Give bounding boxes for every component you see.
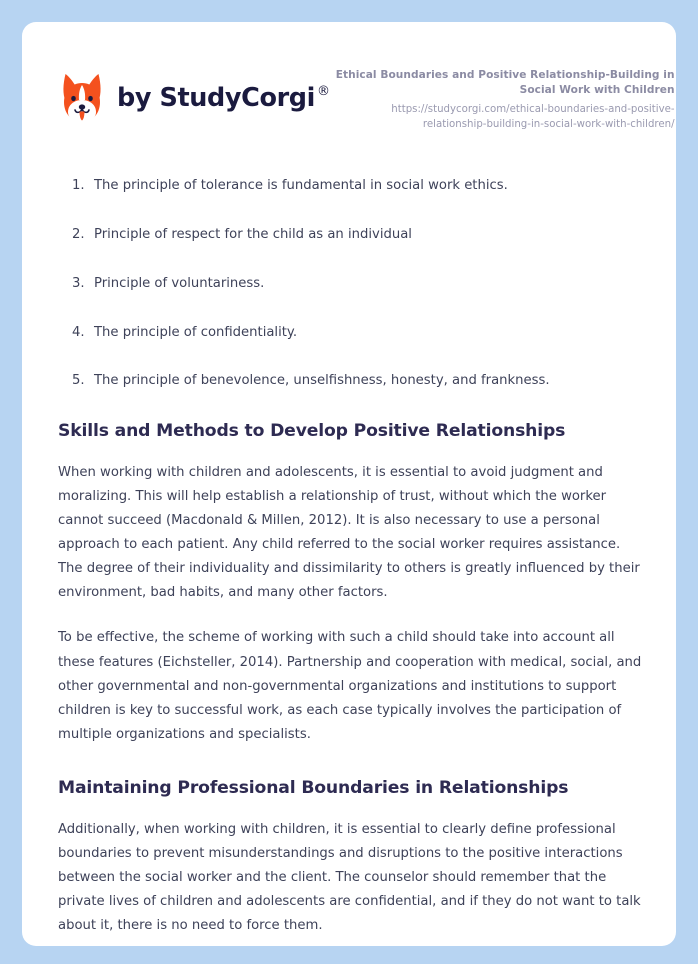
section-heading-maintaining-boundaries: Maintaining Professional Boundaries in Relationships — [58, 777, 569, 798]
document-title: Ethical Boundaries and Positive Relationship-Building in Social Work with Children — [335, 69, 675, 96]
body-paragraph: To be effective, the scheme of working with such a child should take into account all these features (Eichsteller, 2014). Partnership and cooperation with medical, social, and other governmental and non-governmental organizations and institutions to support children is key to successful work, as each case typically involves the participation of multiple organizations and specialists. — [58, 630, 642, 742]
list-item: The principle of confidentiality. — [94, 324, 298, 340]
section-heading-skills-and-methods: Skills and Methods to Develop Positive Relationships — [58, 421, 566, 442]
brand-logo — [58, 64, 330, 124]
brand-name-text: by StudyCorgi — [117, 83, 315, 113]
document-meta — [330, 64, 675, 132]
list-item: Principle of voluntariness. — [94, 275, 265, 291]
list-item: The principle of tolerance is fundamental in social work ethics. — [94, 178, 508, 194]
document-header — [22, 22, 676, 132]
document-source-url[interactable]: https://studycorgi.com/ethical-boundaries-and-positive-relationship-building-in-social-work-with-children/ — [391, 104, 675, 130]
body-paragraph: Additionally, when working with children, it is essential to clearly define professional boundaries to prevent misunderstandings and disruptions to the positive interactions between the social worker and the client. The counselor should remember that the private lives of children and adolescents are confidential, and if they do not want to talk about it, there is no need to force them. — [58, 821, 641, 933]
body-paragraph: When working with children and adolescents, it is essential to avoid judgment and moralizing. This will help establish a relationship of trust, without which the worker cannot succeed (Macdonald & Millen, 2012). It is also necessary to use a personal approach to each patient. Any child referred to the social worker requires assistance. The degree of their individuality and dissimilarity to others is greatly influenced by their environment, bad habits, and many other factors. — [58, 465, 640, 601]
corgi-face-icon — [58, 72, 106, 124]
registered-trademark-icon: ® — [316, 83, 330, 99]
principles-list — [58, 176, 644, 391]
document-page-card — [22, 22, 676, 946]
brand-name — [117, 83, 330, 113]
document-body — [22, 176, 676, 938]
list-item: The principle of benevolence, unselfishness, honesty, and frankness. — [94, 373, 550, 389]
list-item: Principle of respect for the child as an individual — [94, 226, 412, 242]
